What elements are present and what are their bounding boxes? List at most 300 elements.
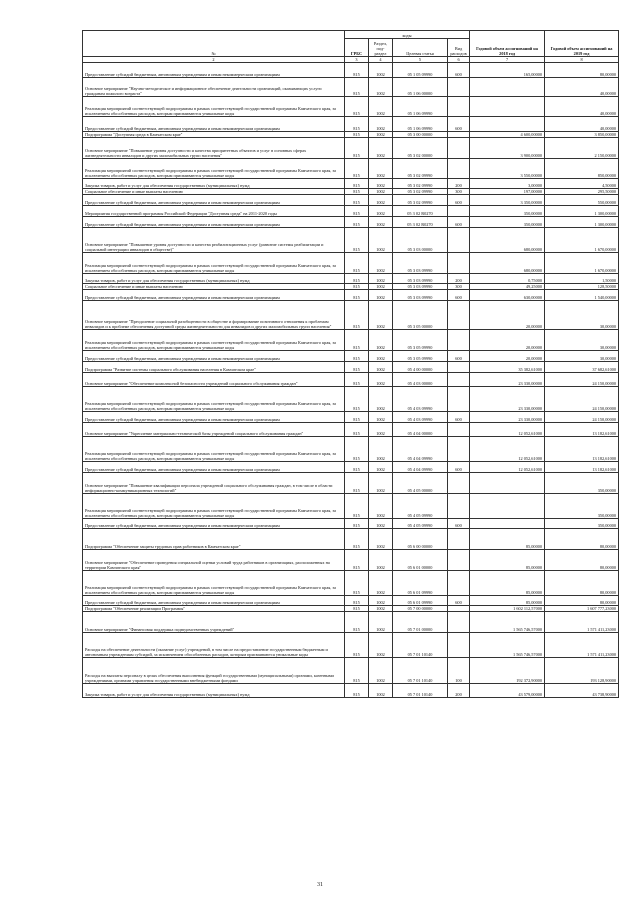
header-grbs: ГРБС xyxy=(345,39,369,57)
row-name: Основное мероприятие "Обеспечение проведения специальной оценки условий труда работников в организациях, расположенных на территории Камчатского края" xyxy=(83,550,345,571)
row-section: 1002 xyxy=(369,373,393,387)
row-grbs: 815 xyxy=(345,606,369,612)
row-expense-type: 600 xyxy=(448,519,470,529)
row-amount-2019: 24 150,00000 xyxy=(545,387,619,412)
row-expense-type: 600 xyxy=(448,117,470,132)
row-section: 1002 xyxy=(369,290,393,301)
row-target-article: 05 7 01 10140 xyxy=(393,684,448,698)
row-section: 1002 xyxy=(369,473,393,494)
table-row xyxy=(83,437,619,462)
row-amount-2019: 193 128,90000 xyxy=(545,658,619,684)
table-row xyxy=(83,195,619,206)
column-index: 5 xyxy=(393,57,448,63)
row-name: Закупка товаров, работ и услуг для обеспечения государственных (муниципальных) нужд xyxy=(83,684,345,698)
row-section: 1002 xyxy=(369,529,393,550)
row-grbs: 815 xyxy=(345,362,369,373)
table-row xyxy=(83,179,619,189)
row-target-article: 05 4 04 00000 xyxy=(393,423,448,437)
column-index: 2 xyxy=(83,57,345,63)
row-target-article: 05 6 01 09990 xyxy=(393,571,448,596)
row-expense-type xyxy=(448,571,470,596)
row-grbs: 815 xyxy=(345,351,369,362)
row-expense-type: 600 xyxy=(448,217,470,228)
row-amount-2018: 43 579,00000 xyxy=(470,684,545,698)
table-row xyxy=(83,473,619,494)
row-target-article: 05 1 06 00000 xyxy=(393,78,448,97)
row-amount-2019: 1 300,00000 xyxy=(545,217,619,228)
column-index: 8 xyxy=(545,57,619,63)
row-name: Предоставление субсидий бюджетным, автономным учреждениям и иным некоммерческим организациям xyxy=(83,412,345,423)
table-row xyxy=(83,596,619,606)
row-name: Реализация мероприятий соответствующей подпрограммы в рамках соответствующей государственной программы Камчатского края, за исключением обособленных расходов, которым присваиваются уникальные коды xyxy=(83,330,345,351)
table-row xyxy=(83,159,619,179)
row-grbs: 815 xyxy=(345,63,369,78)
row-expense-type xyxy=(448,159,470,179)
row-amount-2019: 30,00000 xyxy=(545,330,619,351)
header-target-article: Целевая статья xyxy=(393,39,448,57)
table-row xyxy=(83,494,619,519)
budget-allocation-table xyxy=(82,30,619,698)
row-grbs: 815 xyxy=(345,159,369,179)
row-amount-2019: 80,00000 xyxy=(545,571,619,596)
row-amount-2018: 3 900,00000 xyxy=(470,138,545,159)
row-amount-2018 xyxy=(470,97,545,117)
row-target-article: 05 3 05 09990 xyxy=(393,330,448,351)
row-amount-2019: 13 182,61000 xyxy=(545,423,619,437)
row-section: 1002 xyxy=(369,274,393,284)
row-grbs: 815 xyxy=(345,633,369,658)
row-section: 1002 xyxy=(369,412,393,423)
row-amount-2018: 350,00000 xyxy=(470,217,545,228)
row-expense-type xyxy=(448,437,470,462)
row-grbs: 815 xyxy=(345,612,369,633)
header-section: Раздел, под-раздел xyxy=(369,39,393,57)
row-grbs: 815 xyxy=(345,437,369,462)
row-name: Мероприятия государственной программы Российской Федерации "Доступная среда" на 2011-2020 годы xyxy=(83,206,345,217)
row-grbs: 815 xyxy=(345,494,369,519)
row-grbs: 815 xyxy=(345,284,369,290)
row-amount-2019: 550,00000 xyxy=(545,195,619,206)
row-target-article: 05 4 03 09990 xyxy=(393,412,448,423)
row-name: Подпрограмма "Обеспечение реализации Программы" xyxy=(83,606,345,612)
table-row xyxy=(83,658,619,684)
row-name: Основное мероприятие "Обеспечение комплексной безопасности учреждений социального обслуживания граждан" xyxy=(83,373,345,387)
row-name: Основное мероприятие "Преодоление социальной разобщенности в обществе и формирование позитивного отношения к проблемам инвалидов и к проблеме обеспечения доступной среды жизнедеятельности для инвалидов и других маломобильных групп населения" xyxy=(83,301,345,330)
row-section: 1002 xyxy=(369,606,393,612)
row-target-article: 05 4 05 09990 xyxy=(393,519,448,529)
row-name: Реализация мероприятий соответствующей подпрограммы в рамках соответствующей государственной программы Камчатского края, за исключением обособленных расходов, которым присваиваются уникальные коды xyxy=(83,159,345,179)
row-section: 1002 xyxy=(369,550,393,571)
row-amount-2018: 20,00000 xyxy=(470,301,545,330)
row-name: Подпрограмма "Доступная среда в Камчатском крае" xyxy=(83,132,345,138)
table-row xyxy=(83,519,619,529)
row-expense-type xyxy=(448,550,470,571)
row-grbs: 815 xyxy=(345,596,369,606)
row-name: Реализация мероприятий соответствующей подпрограммы в рамках соответствующей государственной программы Камчатского края, за исключением обособленных расходов, которым присваиваются уникальные коды xyxy=(83,387,345,412)
row-name: Подпрограмма "Обеспечение защиты трудовых прав работников в Камчатском крае" xyxy=(83,529,345,550)
row-expense-type xyxy=(448,612,470,633)
row-section: 1002 xyxy=(369,494,393,519)
table-row xyxy=(83,78,619,97)
row-grbs: 815 xyxy=(345,179,369,189)
row-target-article: 05 3 03 09990 xyxy=(393,290,448,301)
row-expense-type: 200 xyxy=(448,684,470,698)
row-amount-2018: 85,00000 xyxy=(470,596,545,606)
header-number: № xyxy=(83,31,345,57)
row-amount-2018: 49,25000 xyxy=(470,284,545,290)
row-amount-2019: 1 670,00000 xyxy=(545,228,619,253)
row-grbs: 815 xyxy=(345,423,369,437)
row-amount-2018: 680,00000 xyxy=(470,228,545,253)
row-expense-type: 600 xyxy=(448,63,470,78)
row-name: Основное мероприятие "Укрепление материально-технической базы учреждений социального обслуживания граждан" xyxy=(83,423,345,437)
page-number: 31 xyxy=(317,882,323,888)
table-row xyxy=(83,138,619,159)
column-index: 7 xyxy=(470,57,545,63)
row-name: Расходы на выплаты персоналу в целях обеспечения выполнения функций государственными (муниципальными) органами, казенными учреждениями, органами управления государственными внебюджетными фондами xyxy=(83,658,345,684)
row-expense-type xyxy=(448,138,470,159)
row-target-article: 05 3 02 09990 xyxy=(393,179,448,189)
row-grbs: 815 xyxy=(345,132,369,138)
row-amount-2019: 350,00000 xyxy=(545,494,619,519)
header-expense-type: Вид расходов xyxy=(448,39,470,57)
row-grbs: 815 xyxy=(345,462,369,473)
row-expense-type xyxy=(448,330,470,351)
header-year-2018: Годовой объем ассигнований на 2018 год xyxy=(470,31,545,57)
row-grbs: 815 xyxy=(345,373,369,387)
table-row xyxy=(83,462,619,473)
row-name: Основное мероприятие "Повышение уровня доступности и качества приоритетных объектов и услуг в основных сферах жизнедеятельности инвалидов и других маломобильных групп населения" xyxy=(83,138,345,159)
column-index: 4 xyxy=(369,57,393,63)
row-amount-2018: 23 330,00000 xyxy=(470,387,545,412)
row-amount-2019: 1 571 411,23000 xyxy=(545,633,619,658)
row-amount-2019: 1 571 411,23000 xyxy=(545,612,619,633)
row-amount-2018: 35 382,61000 xyxy=(470,362,545,373)
row-amount-2018: 85,00000 xyxy=(470,529,545,550)
row-section: 1002 xyxy=(369,437,393,462)
row-expense-type xyxy=(448,301,470,330)
row-amount-2018 xyxy=(470,494,545,519)
row-grbs: 815 xyxy=(345,195,369,206)
row-amount-2018: 350,00000 xyxy=(470,206,545,217)
row-expense-type xyxy=(448,97,470,117)
row-expense-type: 600 xyxy=(448,462,470,473)
row-target-article: 05 3 02 00000 xyxy=(393,138,448,159)
row-name: Предоставление субсидий бюджетным, автономным учреждениям и иным некоммерческим организациям xyxy=(83,63,345,78)
row-expense-type: 100 xyxy=(448,658,470,684)
row-expense-type xyxy=(448,78,470,97)
row-target-article: 05 3 02 R0270 xyxy=(393,217,448,228)
table-row xyxy=(83,301,619,330)
row-amount-2018: 0,75000 xyxy=(470,274,545,284)
row-section: 1002 xyxy=(369,195,393,206)
row-amount-2019: 1 300,00000 xyxy=(545,206,619,217)
row-target-article: 05 4 03 09990 xyxy=(393,387,448,412)
table-row xyxy=(83,362,619,373)
row-name: Предоставление субсидий бюджетным, автономным учреждениям и иным некоммерческим организациям xyxy=(83,217,345,228)
row-section: 1002 xyxy=(369,253,393,274)
row-name: Реализация мероприятий соответствующей подпрограммы в рамках соответствующей государственной программы Камчатского края, за исключением обособленных расходов, которым присваиваются уникальные коды xyxy=(83,571,345,596)
row-amount-2018: 630,00000 xyxy=(470,290,545,301)
row-name: Предоставление субсидий бюджетным, автономным учреждениям и иным некоммерческим организациям xyxy=(83,195,345,206)
row-target-article: 05 3 03 09990 xyxy=(393,284,448,290)
row-expense-type xyxy=(448,228,470,253)
table-row xyxy=(83,612,619,633)
row-section: 1002 xyxy=(369,138,393,159)
table-row xyxy=(83,373,619,387)
row-amount-2018: 23 330,00000 xyxy=(470,412,545,423)
row-amount-2018: 680,00000 xyxy=(470,253,545,274)
row-amount-2019: 1 670,00000 xyxy=(545,253,619,274)
row-name: Социальное обеспечение и иные выплаты населению xyxy=(83,284,345,290)
row-name: Предоставление субсидий бюджетным, автономным учреждениям и иным некоммерческим организациям xyxy=(83,596,345,606)
row-amount-2019: 40,00000 xyxy=(545,97,619,117)
row-expense-type xyxy=(448,253,470,274)
row-amount-2018: 20,00000 xyxy=(470,351,545,362)
row-expense-type xyxy=(448,206,470,217)
row-name: Закупка товаров, работ и услуг для обеспечения государственных (муниципальных) нужд xyxy=(83,274,345,284)
row-expense-type: 600 xyxy=(448,290,470,301)
row-amount-2019: 4,50000 xyxy=(545,179,619,189)
row-amount-2018: 12 052,61000 xyxy=(470,437,545,462)
row-amount-2019: 30,00000 xyxy=(545,301,619,330)
row-target-article: 05 7 01 00000 xyxy=(393,612,448,633)
row-amount-2019: 80,00000 xyxy=(545,550,619,571)
row-amount-2018: 197,00000 xyxy=(470,189,545,195)
row-name: Расходы на обеспечение деятельности (оказание услуг) учреждений, в том числе на предоставление государственным бюджетным и автономным учреждениям субсидий, за исключением обособленных расходов, которым присваиваются уникальные коды xyxy=(83,633,345,658)
row-target-article: 05 4 03 00000 xyxy=(393,373,448,387)
row-grbs: 815 xyxy=(345,519,369,529)
row-amount-2019: 13 182,61000 xyxy=(545,462,619,473)
row-target-article: 05 3 05 09990 xyxy=(393,351,448,362)
row-section: 1002 xyxy=(369,612,393,633)
row-amount-2018: 165,00000 xyxy=(470,63,545,78)
row-section: 1002 xyxy=(369,519,393,529)
row-amount-2019: 40,00000 xyxy=(545,117,619,132)
row-amount-2018: 85,00000 xyxy=(470,571,545,596)
row-expense-type: 600 xyxy=(448,351,470,362)
row-section: 1002 xyxy=(369,78,393,97)
row-amount-2018: 23 330,00000 xyxy=(470,373,545,387)
row-amount-2018: 12 052,61000 xyxy=(470,423,545,437)
row-target-article: 05 3 03 09990 xyxy=(393,274,448,284)
row-grbs: 815 xyxy=(345,301,369,330)
row-section: 1002 xyxy=(369,423,393,437)
row-grbs: 815 xyxy=(345,571,369,596)
row-expense-type: 200 xyxy=(448,179,470,189)
row-section: 1002 xyxy=(369,330,393,351)
row-amount-2018: 3 350,00000 xyxy=(470,195,545,206)
row-grbs: 815 xyxy=(345,684,369,698)
row-expense-type: 600 xyxy=(448,412,470,423)
row-expense-type xyxy=(448,473,470,494)
row-section: 1002 xyxy=(369,206,393,217)
table-row xyxy=(83,633,619,658)
table-row xyxy=(83,423,619,437)
row-grbs: 815 xyxy=(345,412,369,423)
row-expense-type: 600 xyxy=(448,195,470,206)
row-amount-2019: 80,00000 xyxy=(545,596,619,606)
row-target-article: 05 1 06 09990 xyxy=(393,97,448,117)
row-section: 1002 xyxy=(369,132,393,138)
row-target-article: 05 3 02 09990 xyxy=(393,159,448,179)
column-index: 3 xyxy=(345,57,369,63)
row-amount-2019: 13 182,61000 xyxy=(545,437,619,462)
row-amount-2018: 192 372,90000 xyxy=(470,658,545,684)
row-name: Реализация мероприятий соответствующей подпрограммы в рамках соответствующей государственной программы Камчатского края, за исключением обособленных расходов, которым присваиваются уникальные коды xyxy=(83,97,345,117)
table-row xyxy=(83,97,619,117)
row-grbs: 815 xyxy=(345,330,369,351)
row-expense-type: 300 xyxy=(448,189,470,195)
row-name: Предоставление субсидий бюджетным, автономным учреждениям и иным некоммерческим организациям xyxy=(83,462,345,473)
row-target-article: 05 4 05 09990 xyxy=(393,494,448,519)
row-grbs: 815 xyxy=(345,206,369,217)
row-amount-2018: 85,00000 xyxy=(470,550,545,571)
row-name: Реализация мероприятий соответствующей подпрограммы в рамках соответствующей государственной программы Камчатского края, за исключением обособленных расходов, которым присваиваются уникальные коды xyxy=(83,253,345,274)
table-row xyxy=(83,412,619,423)
row-grbs: 815 xyxy=(345,189,369,195)
row-section: 1002 xyxy=(369,301,393,330)
table-row xyxy=(83,253,619,274)
row-amount-2019: 80,00000 xyxy=(545,63,619,78)
row-amount-2018: 12 052,61000 xyxy=(470,462,545,473)
row-amount-2018: 20,00000 xyxy=(470,330,545,351)
row-expense-type xyxy=(448,423,470,437)
row-target-article: 05 4 05 00000 xyxy=(393,473,448,494)
row-expense-type: 200 xyxy=(448,274,470,284)
row-target-article: 05 4 04 09990 xyxy=(393,462,448,473)
table-row xyxy=(83,217,619,228)
row-amount-2019: 128,50000 xyxy=(545,284,619,290)
row-amount-2019: 1,50000 xyxy=(545,274,619,284)
row-amount-2018: 1 565 746,57000 xyxy=(470,612,545,633)
row-section: 1002 xyxy=(369,684,393,698)
row-name: Предоставление субсидий бюджетным, автономным учреждениям и иным некоммерческим организациям xyxy=(83,117,345,132)
row-expense-type xyxy=(448,633,470,658)
table-row xyxy=(83,571,619,596)
row-section: 1002 xyxy=(369,159,393,179)
table-row xyxy=(83,290,619,301)
row-name: Реализация мероприятий соответствующей подпрограммы в рамках соответствующей государственной программы Камчатского края, за исключением обособленных расходов, которым присваиваются уникальные коды xyxy=(83,437,345,462)
row-section: 1002 xyxy=(369,189,393,195)
column-index: 6 xyxy=(448,57,470,63)
row-amount-2018 xyxy=(470,117,545,132)
row-amount-2019: 30,00000 xyxy=(545,351,619,362)
row-grbs: 815 xyxy=(345,97,369,117)
row-section: 1002 xyxy=(369,387,393,412)
row-amount-2018: 1 602 112,57000 xyxy=(470,606,545,612)
row-target-article: 05 3 03 09990 xyxy=(393,253,448,274)
row-section: 1002 xyxy=(369,571,393,596)
row-name: Подпрограмма "Развитие системы социального обслуживания населения в Камчатском крае" xyxy=(83,362,345,373)
row-amount-2019: 850,00000 xyxy=(545,159,619,179)
row-expense-type xyxy=(448,529,470,550)
row-grbs: 815 xyxy=(345,138,369,159)
row-grbs: 815 xyxy=(345,550,369,571)
row-amount-2019: 40,00000 xyxy=(545,78,619,97)
row-target-article: 05 3 05 00000 xyxy=(393,301,448,330)
row-target-article: 05 6 01 00000 xyxy=(393,550,448,571)
row-amount-2018: 1 565 746,57000 xyxy=(470,633,545,658)
table-row xyxy=(83,274,619,284)
row-grbs: 815 xyxy=(345,117,369,132)
row-section: 1002 xyxy=(369,596,393,606)
row-amount-2019: 43 738,90000 xyxy=(545,684,619,698)
row-grbs: 815 xyxy=(345,290,369,301)
row-target-article: 05 6 00 00000 xyxy=(393,529,448,550)
row-expense-type xyxy=(448,362,470,373)
header-codes: коды xyxy=(345,31,470,39)
table-row xyxy=(83,351,619,362)
row-target-article: 05 4 00 00000 xyxy=(393,362,448,373)
header-year-2019: Годовой объем ассигнований на 2019 год xyxy=(545,31,619,57)
row-target-article: 05 4 04 09990 xyxy=(393,437,448,462)
row-target-article: 05 1 05 09990 xyxy=(393,63,448,78)
row-name: Основное мероприятие "Повышение уровня доступности и качества реабилитационных услуг (развитие системы реабилитации и социальной интеграции инвалидов в обществе)" xyxy=(83,228,345,253)
table-row xyxy=(83,206,619,217)
row-name: Предоставление субсидий бюджетным, автономным учреждениям и иным некоммерческим организациям xyxy=(83,519,345,529)
table-row xyxy=(83,330,619,351)
row-section: 1002 xyxy=(369,97,393,117)
row-target-article: 05 6 01 09990 xyxy=(393,596,448,606)
row-target-article: 05 3 02 09990 xyxy=(393,189,448,195)
row-section: 1002 xyxy=(369,117,393,132)
row-section: 1002 xyxy=(369,217,393,228)
row-amount-2019: 350,00000 xyxy=(545,473,619,494)
table-row xyxy=(83,550,619,571)
row-grbs: 815 xyxy=(345,253,369,274)
row-name: Социальное обеспечение и иные выплаты населению xyxy=(83,189,345,195)
row-grbs: 815 xyxy=(345,228,369,253)
row-amount-2018 xyxy=(470,473,545,494)
row-amount-2019: 295,50000 xyxy=(545,189,619,195)
table-row xyxy=(83,387,619,412)
row-section: 1002 xyxy=(369,658,393,684)
row-amount-2018 xyxy=(470,78,545,97)
row-section: 1002 xyxy=(369,633,393,658)
row-name: Основное мероприятие "Повышение квалификации персонала учреждений социального обслуживания граждан, в том числе в области информационно-коммуникационных технологий" xyxy=(83,473,345,494)
row-section: 1002 xyxy=(369,179,393,189)
row-amount-2018: 3 550,00000 xyxy=(470,159,545,179)
row-expense-type: 600 xyxy=(448,596,470,606)
row-amount-2019: 24 150,00000 xyxy=(545,412,619,423)
row-name: Закупка товаров, работ и услуг для обеспечения государственных (муниципальных) нужд xyxy=(83,179,345,189)
row-section: 1002 xyxy=(369,362,393,373)
table-row xyxy=(83,529,619,550)
row-expense-type: 300 xyxy=(448,284,470,290)
row-amount-2018: 3,00000 xyxy=(470,179,545,189)
row-target-article: 05 3 02 R0270 xyxy=(393,206,448,217)
row-name: Реализация мероприятий соответствующей подпрограммы в рамках соответствующей государственной программы Камчатского края, за исключением обособленных расходов, которым присваиваются уникальные коды xyxy=(83,494,345,519)
table-row xyxy=(83,684,619,698)
row-name: Предоставление субсидий бюджетным, автономным учреждениям и иным некоммерческим организациям xyxy=(83,351,345,362)
row-expense-type xyxy=(448,373,470,387)
table-row xyxy=(83,117,619,132)
row-expense-type xyxy=(448,387,470,412)
row-target-article: 05 3 03 00000 xyxy=(393,228,448,253)
table-row xyxy=(83,228,619,253)
row-target-article: 05 3 00 00000 xyxy=(393,132,448,138)
row-amount-2019: 37 682,61000 xyxy=(545,362,619,373)
row-target-article: 05 7 01 10140 xyxy=(393,658,448,684)
row-grbs: 815 xyxy=(345,387,369,412)
row-name: Основное мероприятие "Научно-методическое и информационное обеспечение деятельности организаций, оказывающих услуги гражданам пожилого возраста" xyxy=(83,78,345,97)
row-name: Предоставление субсидий бюджетным, автономным учреждениям и иным некоммерческим организациям xyxy=(83,290,345,301)
row-section: 1002 xyxy=(369,228,393,253)
row-amount-2019: 2 150,00000 xyxy=(545,138,619,159)
row-section: 1002 xyxy=(369,462,393,473)
row-name: Основное мероприятие "Финансовая поддержка подведомственных учреждений" xyxy=(83,612,345,633)
